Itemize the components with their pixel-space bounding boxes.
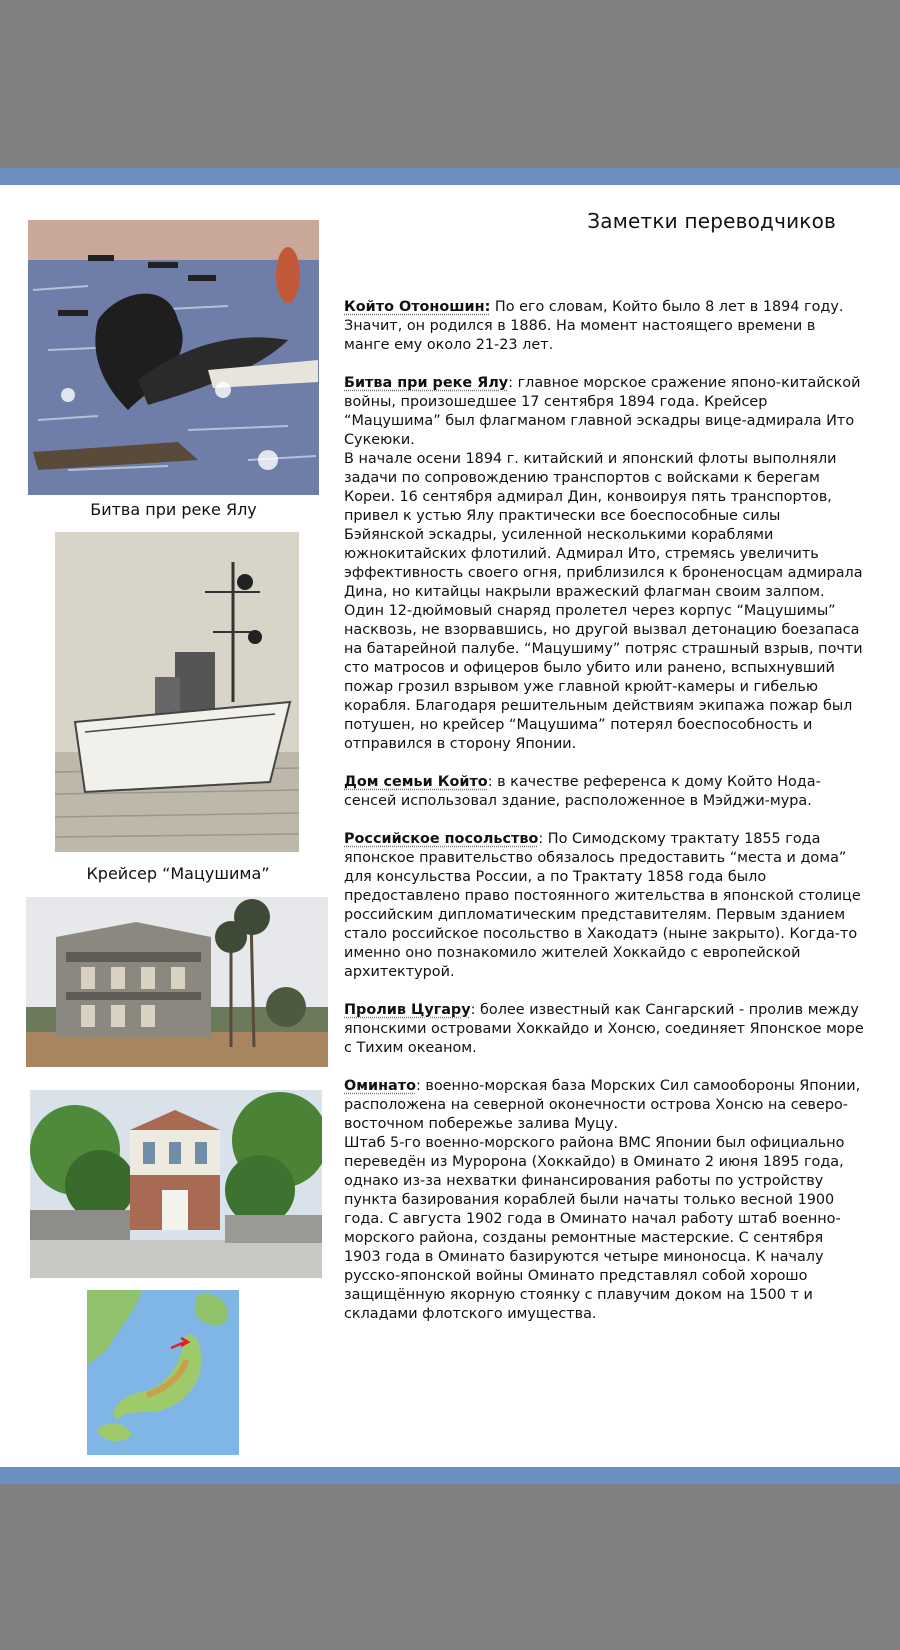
notes-text-column — [344, 298, 864, 1343]
koito-house-image — [26, 897, 328, 1067]
matsushima-cruiser-caption: Крейсер “Мацушима” — [86, 864, 270, 883]
note-term-link[interactable]: Дом семьи Който — [344, 774, 488, 790]
note-koito-otonoshin — [344, 298, 864, 355]
note-paragraph — [344, 374, 864, 450]
note-tsugaru-strait — [344, 1001, 864, 1058]
note-koito-house — [344, 773, 864, 811]
note-paragraph: Штаб 5-го военно-морского района ВМС Японии был официально переведён из Муророна (Хоккайдо) в Оминато 2 июня 1895 года, однако из-за нехватки финансирования работы по устройству пункта базирования кораблей были начаты только весной 1900 года. С августа 1902 года в Оминато начал работу штаб военно-морского района, созданы ремонтные мастерские. С сентября 1903 года в Оминато базируются четыре миноносца. К началу русско-японской войны Оминато представлял собой хорошо защищённую якорную стоянку с плавучим доком на 1500 т и складами флотского имущества. — [344, 1135, 845, 1322]
note-paragraph — [344, 298, 864, 355]
notes-page — [0, 185, 900, 1467]
russian-embassy-image — [30, 1090, 322, 1278]
note-term-link[interactable]: Российское посольство — [344, 831, 539, 847]
note-term-link[interactable]: Битва при реке Ялу — [344, 375, 509, 391]
top-accent-bar — [0, 168, 900, 185]
bottom-accent-bar — [0, 1467, 900, 1484]
note-term-link[interactable]: Който Отоношин: — [344, 299, 491, 315]
note-term-link[interactable]: Пролив Цугару — [344, 1002, 471, 1018]
note-paragraph: В начале осени 1894 г. китайский и японский флоты выполняли задачи по сопровождению транспортов с войсками к берегам Кореи. 16 сентября адмирал Дин, конвоируя пять транспортов, привел к устью Ялу практически все боеспособные силы Бэйянской эскадры, усиленной несколькими кораблями южнокитайских флотилий. Адмирал Ито, стремясь увеличить эффективность своего огня, приблизился к броненосцам адмирала Дина, но китайцы накрыли вражеский флагман своим залпом. Один 12-дюймовый снаряд пролетел через корпус “Мацушимы” насквозь, не взорвавшись, но другой вызвал детонацию боезапаса на батарейной палубе. “Мацушиму” потряс страшный взрыв, почти сто матросов и офицеров было убито или ранено, вспыхнувший пожар грозил взрывом уже главной крюйт-камеры и гибелью корабля. Благодаря решительным действиям экипажа пожар был потушен, но крейсер “Мацушима” потерял боеспособность и отправился в сторону Японии. — [344, 451, 863, 752]
note-body: : главное морское сражение японо-китайской войны, произошедшее 17 сентября 1894 года. Крейсер “Мацушима” был флагманом главной эскадры вице-адмирала Ито Сукеюки. — [344, 375, 861, 448]
note-body: : По Симодскому трактату 1855 года японское правительство обязалось предоставить “места и дома” для консульства России, а по Трактату 1858 года было предоставлено право постоянного жительства в японской столице российским дипломатическим представителям. Первым зданием стало российское посольство в Хакодатэ (ныне закрыто). Когда-то именно оно познакомило жителей Хоккайдо с европейской архитектурой. — [344, 831, 861, 980]
note-paragraph — [344, 830, 864, 982]
japan-map-image — [87, 1290, 239, 1455]
note-paragraph — [344, 773, 864, 811]
yalu-battle-caption: Битва при реке Ялу — [90, 500, 257, 519]
matsushima-cruiser-image — [55, 532, 299, 852]
note-ominato — [344, 1077, 864, 1324]
note-body: : более известный как Сангарский - пролив между японскими островами Хоккайдо и Хонсю, соединяет Японское море с Тихим океаном. — [344, 1002, 864, 1056]
note-yalu-battle — [344, 374, 864, 754]
note-body: : в качестве референса к дому Който Нода-сенсей использовал здание, расположенное в Мэйджи-мура. — [344, 774, 821, 809]
note-term-link[interactable]: Оминато — [344, 1078, 416, 1094]
note-russian-embassy — [344, 830, 864, 982]
yalu-battle-image — [28, 220, 319, 495]
note-body: : военно-морская база Морских Сил самообороны Японии, расположена на северной оконечности острова Хонсю на северо-восточном побережье залива Муцу. — [344, 1078, 861, 1132]
note-paragraph — [344, 1001, 864, 1058]
note-body: По его словам, Който было 8 лет в 1894 году. Значит, он родился в 1886. На момент настоящего времени в манге ему около 21-23 лет. — [344, 299, 844, 353]
note-paragraph — [344, 1077, 864, 1134]
page-title: Заметки переводчиков — [587, 209, 836, 233]
